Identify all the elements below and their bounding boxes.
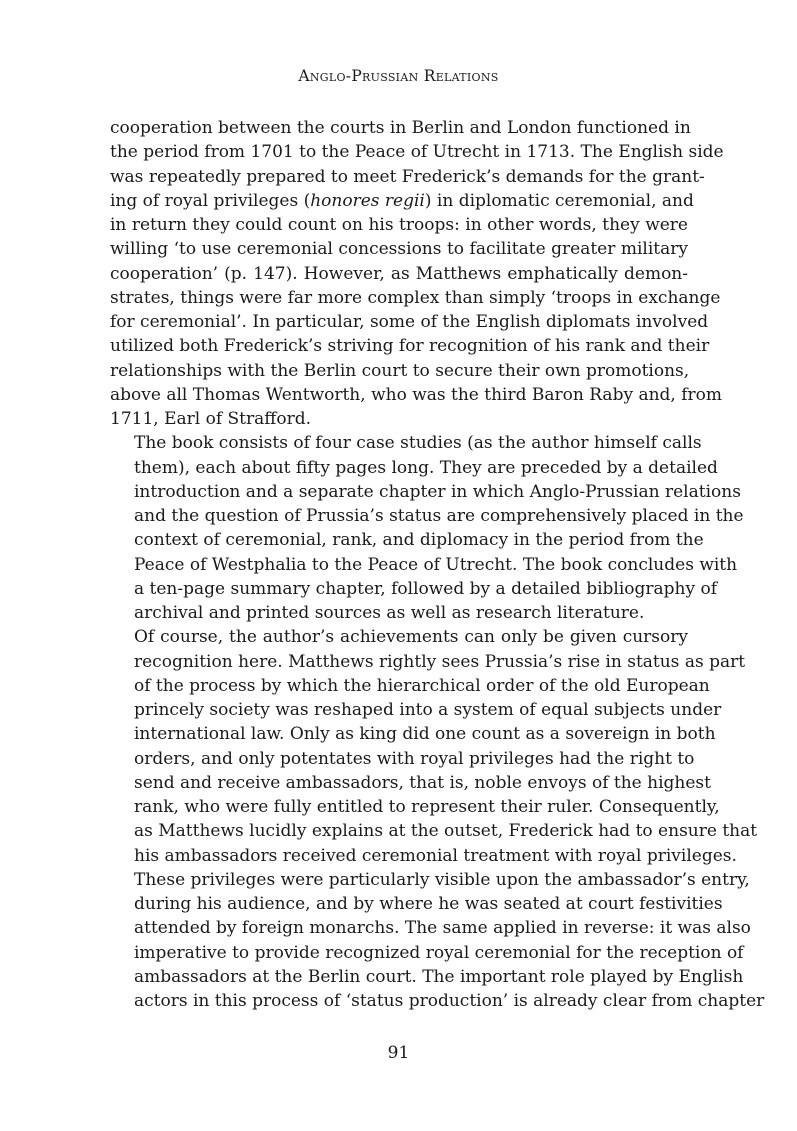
text-line: willing ‘to use ceremonial concessions to facilitate greater military — [110, 239, 688, 260]
text-segment: ) in diplomatic ceremonial, and — [424, 190, 694, 211]
text-line: in return they could count on his troops: in other words, they were — [110, 215, 688, 235]
text-line: recognition here. Matthews rightly sees Prussia’s rise in status as part — [134, 651, 746, 672]
italic-term: honores regii — [310, 190, 425, 211]
text-line: introduction and a separate chapter in which Anglo-Prussian relations — [134, 481, 741, 502]
text-segment: ing of royal privileges ( — [110, 190, 311, 211]
text-line: of the process by which the hierarchical order of the old European — [134, 675, 710, 696]
text-line: imperative to provide recognized royal ceremonial for the reception of — [134, 942, 744, 963]
text-line: the period from 1701 to the Peace of Utrecht in 1713. The English side — [110, 142, 724, 163]
text-line — [110, 189, 694, 213]
paragraph — [110, 431, 744, 625]
page-number: 91 — [387, 1043, 410, 1063]
text-line: his ambassadors received ceremonial treatment with royal privileges. — [134, 845, 737, 866]
text-line: ambassadors at the Berlin court. The important role played by English — [134, 966, 744, 987]
paragraph — [110, 625, 765, 1013]
body-text — [110, 116, 765, 1013]
text-line: as Matthews lucidly explains at the outset, Frederick had to ensure that — [134, 821, 758, 842]
text-line: a ten-page summary chapter, followed by a detailed bibliography of — [134, 578, 718, 599]
text-line: Of course, the author’s achievements can only be given cursory — [134, 627, 688, 648]
text-line: attended by foreign monarchs. The same applied in reverse: it was also — [134, 918, 751, 939]
text-line: rank, who were fully entitled to represent their ruler. Consequently, — [134, 797, 720, 817]
running-head: Anglo-Prussian Relations — [298, 67, 499, 85]
text-line: relationships with the Berlin court to secure their own promotions, — [110, 360, 690, 381]
text-line: during his audience, and by where he was seated at court festivities — [134, 894, 723, 914]
text-line: was repeatedly prepared to meet Frederick’s demands for the grant- — [110, 166, 705, 187]
text-line: and the question of Prussia’s status are comprehensively placed in the — [134, 506, 744, 526]
text-line: orders, and only potentates with royal privileges had the right to — [134, 748, 695, 769]
text-line: them), each about fifty pages long. They are preceded by a detailed — [134, 457, 718, 478]
text-line: princely society was reshaped into a system of equal subjects under — [134, 700, 722, 720]
text-line: cooperation’ (p. 147). However, as Matthews emphatically demon- — [110, 263, 688, 284]
paragraph — [110, 116, 724, 431]
text-line: international law. Only as king did one count as a sovereign in both — [134, 724, 716, 745]
text-line: utilized both Frederick’s striving for recognition of his rank and their — [110, 336, 710, 357]
text-line: strates, things were far more complex than simply ‘troops in exchange — [110, 287, 721, 308]
text-line: for ceremonial’. In particular, some of the English diplomats involved — [110, 312, 709, 332]
text-line: 1711, Earl of Strafford. — [110, 409, 311, 429]
text-line: Peace of Westphalia to the Peace of Utrecht. The book concludes with — [134, 554, 738, 575]
text-line: above all Thomas Wentworth, who was the third Baron Raby and, from — [110, 384, 722, 405]
text-line: cooperation between the courts in Berlin and London functioned in — [110, 118, 691, 138]
text-line: actors in this process of ‘status production’ is already clear from chapter — [134, 991, 765, 1011]
text-line: context of ceremonial, rank, and diplomacy in the period from the — [134, 530, 704, 551]
text-line: archival and printed sources as well as research literature. — [134, 603, 645, 623]
text-line: These privileges were particularly visible upon the ambassador’s entry, — [134, 869, 750, 890]
text-line: send and receive ambassadors, that is, noble envoys of the highest — [134, 772, 711, 793]
text-line: The book consists of four case studies (as the author himself calls — [134, 433, 702, 454]
